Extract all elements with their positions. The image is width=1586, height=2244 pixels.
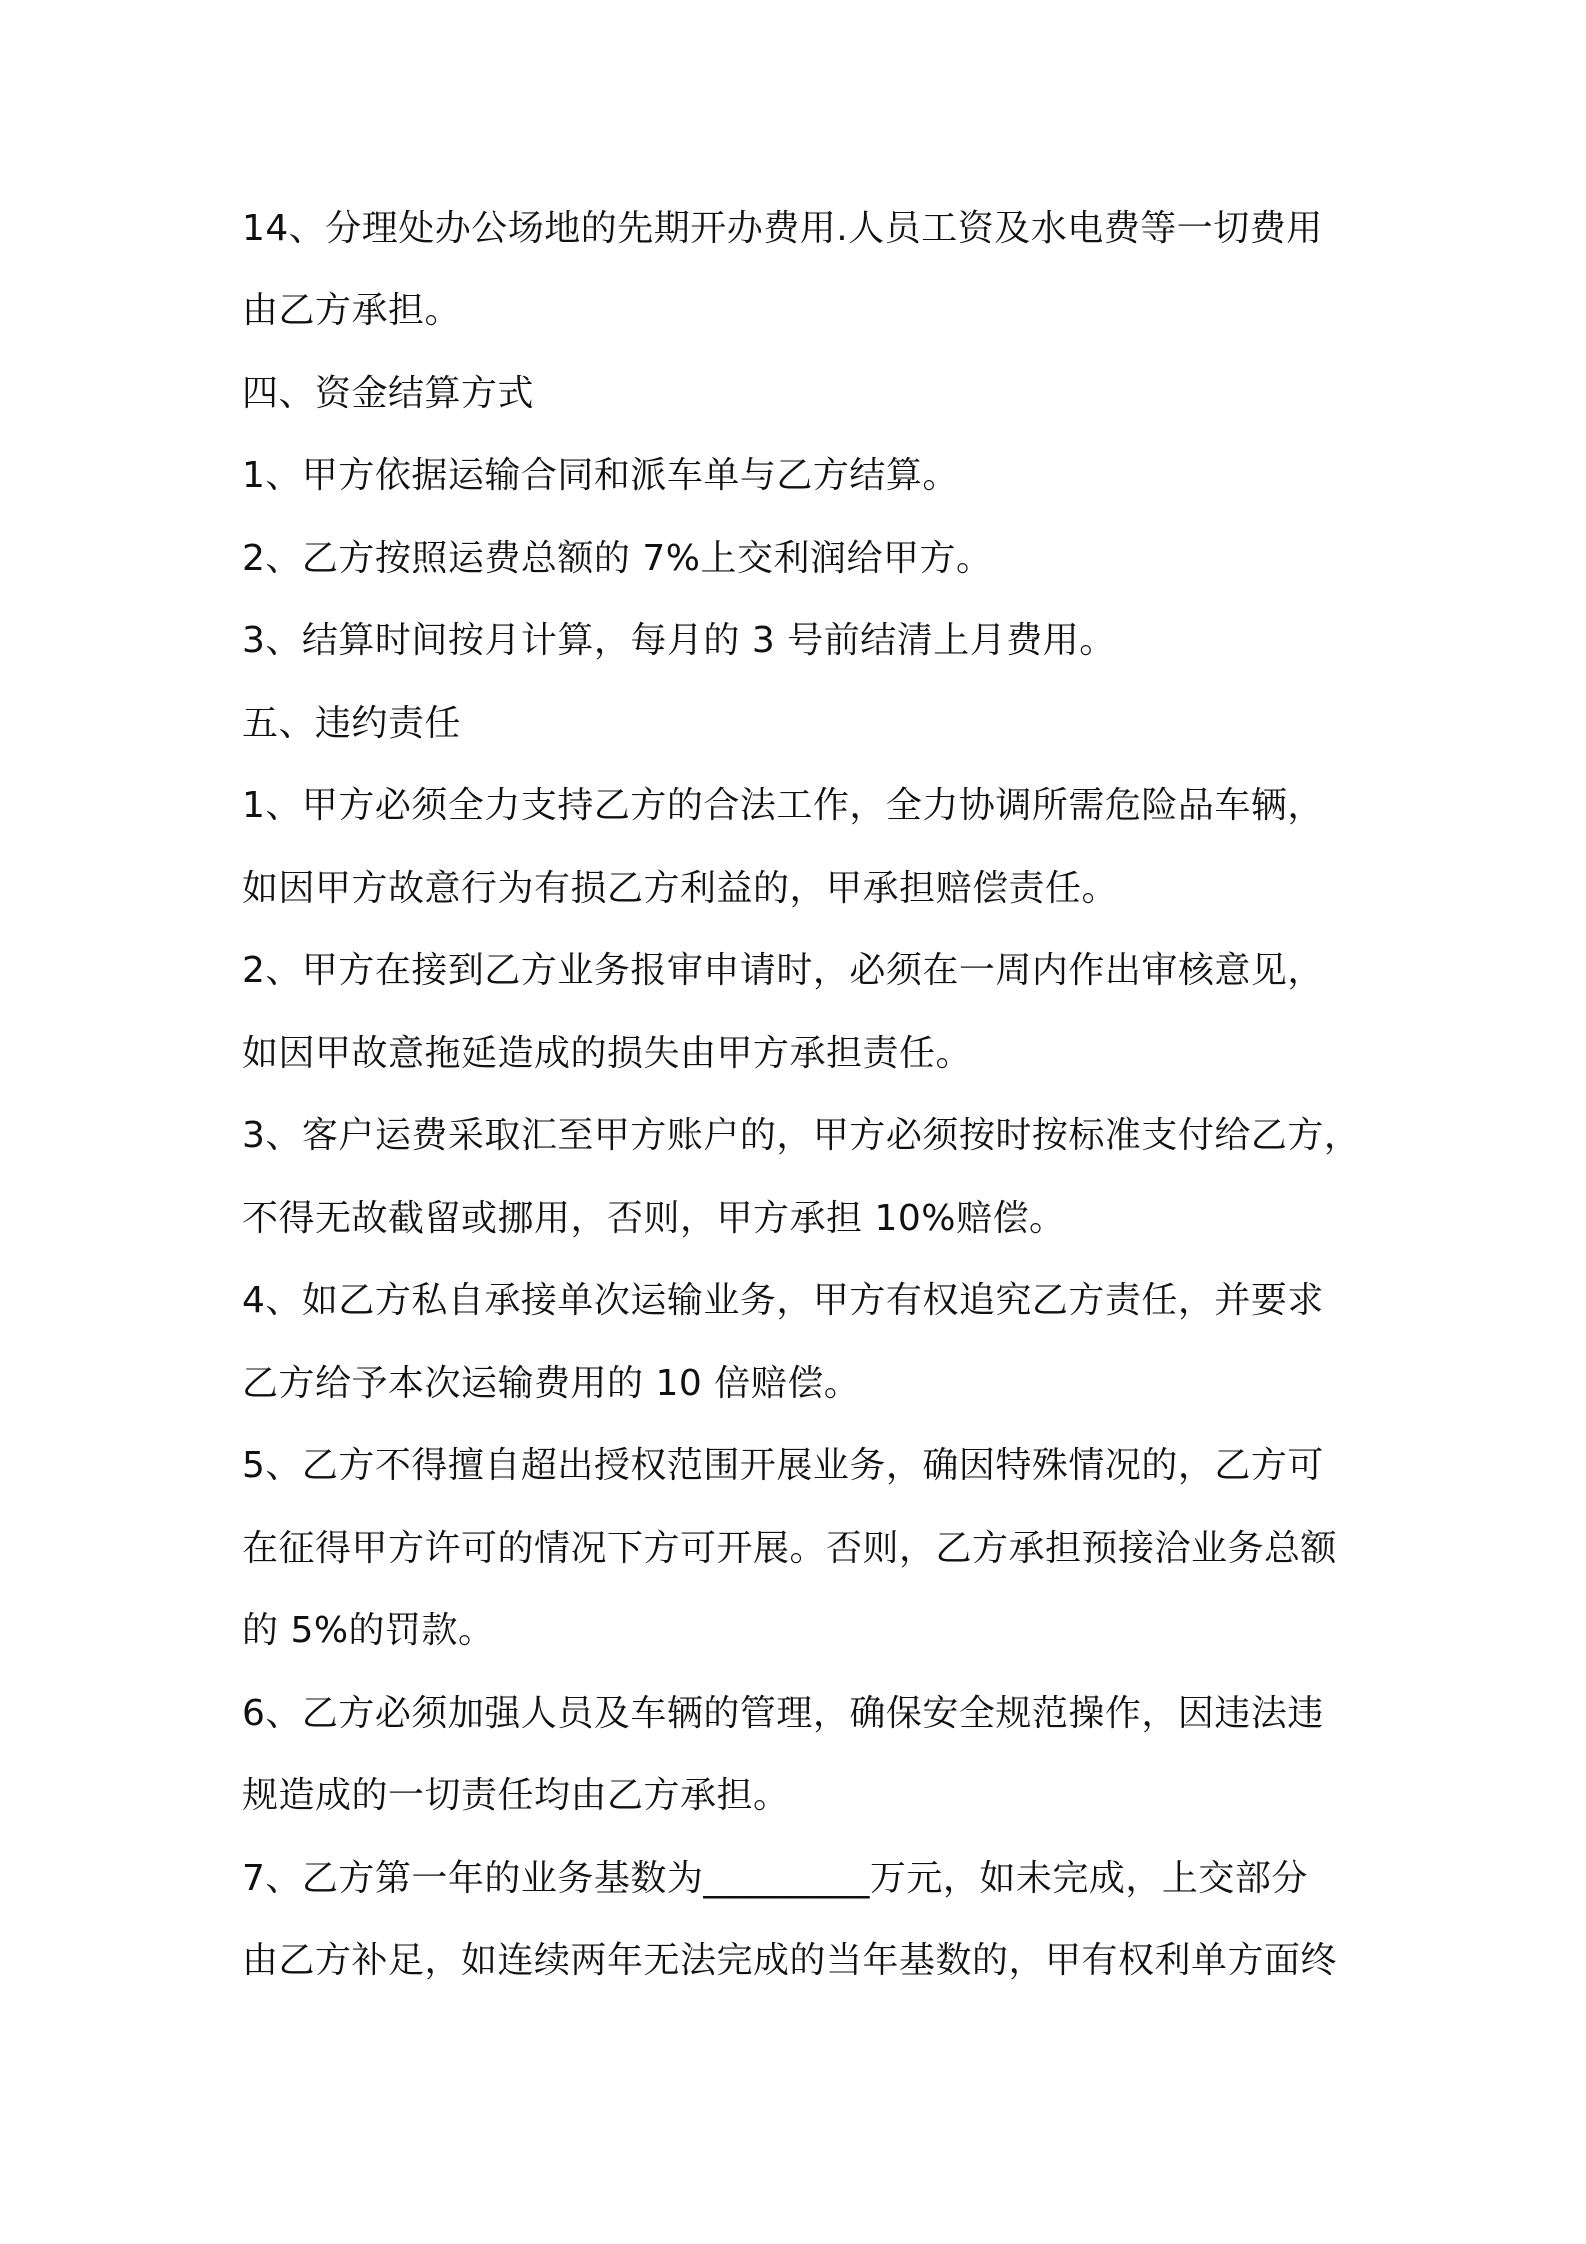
text-line: 1、甲方必须全力支持乙方的合法工作，全力协调所需危险品车辆，: [242, 785, 1324, 826]
text-line: 2、乙方按照运费总额的 7%上交利润给甲方。: [242, 538, 993, 579]
text-line: 由乙方补足，如连续两年无法完成的当年基数的，甲有权利单方面终: [242, 1940, 1338, 1981]
text-line: 不得无故截留或挪用，否则，甲方承担 10%赔偿。: [242, 1198, 1066, 1239]
text-line: 3、结算时间按月计算，每月的 3 号前结清上月费用。: [242, 620, 1116, 661]
text-line: 5、乙方不得擅自超出授权范围开展业务，确因特殊情况的，乙方可: [242, 1445, 1324, 1486]
text-line: 3、客户运费采取汇至甲方账户的，甲方必须按时按标准支付给乙方，: [242, 1115, 1361, 1156]
text-line: 2、甲方在接到乙方业务报审申请时，必须在一周内作出审核意见，: [242, 950, 1324, 991]
text-line: 4、如乙方私自承接单次运输业务，甲方有权追究乙方责任，并要求: [242, 1280, 1324, 1321]
section-heading: 五、违约责任: [242, 703, 462, 744]
text-line: 7、乙方第一年的业务基数为_________万元，如未完成，上交部分: [242, 1858, 1308, 1899]
text-line: 乙方给予本次运输费用的 10 倍赔偿。: [242, 1363, 861, 1404]
text-line: 的 5%的罚款。: [242, 1610, 495, 1651]
text-line: 如因甲故意拖延造成的损失由甲方承担责任。: [242, 1033, 973, 1074]
text-line: 由乙方承担。: [242, 290, 462, 331]
text-line: 如因甲方故意行为有损乙方利益的，甲承担赔偿责任。: [242, 868, 1119, 909]
text-line: 1、甲方依据运输合同和派车单与乙方结算。: [242, 455, 959, 496]
text-line: 规造成的一切责任均由乙方承担。: [242, 1775, 790, 1816]
text-line: 14、分理处办公场地的先期开办费用.人员工资及水电费等一切费用: [242, 208, 1323, 249]
section-heading: 四、资金结算方式: [242, 373, 535, 414]
text-line: 在征得甲方许可的情况下方可开展。否则，乙方承担预接洽业务总额: [242, 1528, 1338, 1569]
text-line: 6、乙方必须加强人员及车辆的管理，确保安全规范操作，因违法违: [242, 1693, 1324, 1734]
